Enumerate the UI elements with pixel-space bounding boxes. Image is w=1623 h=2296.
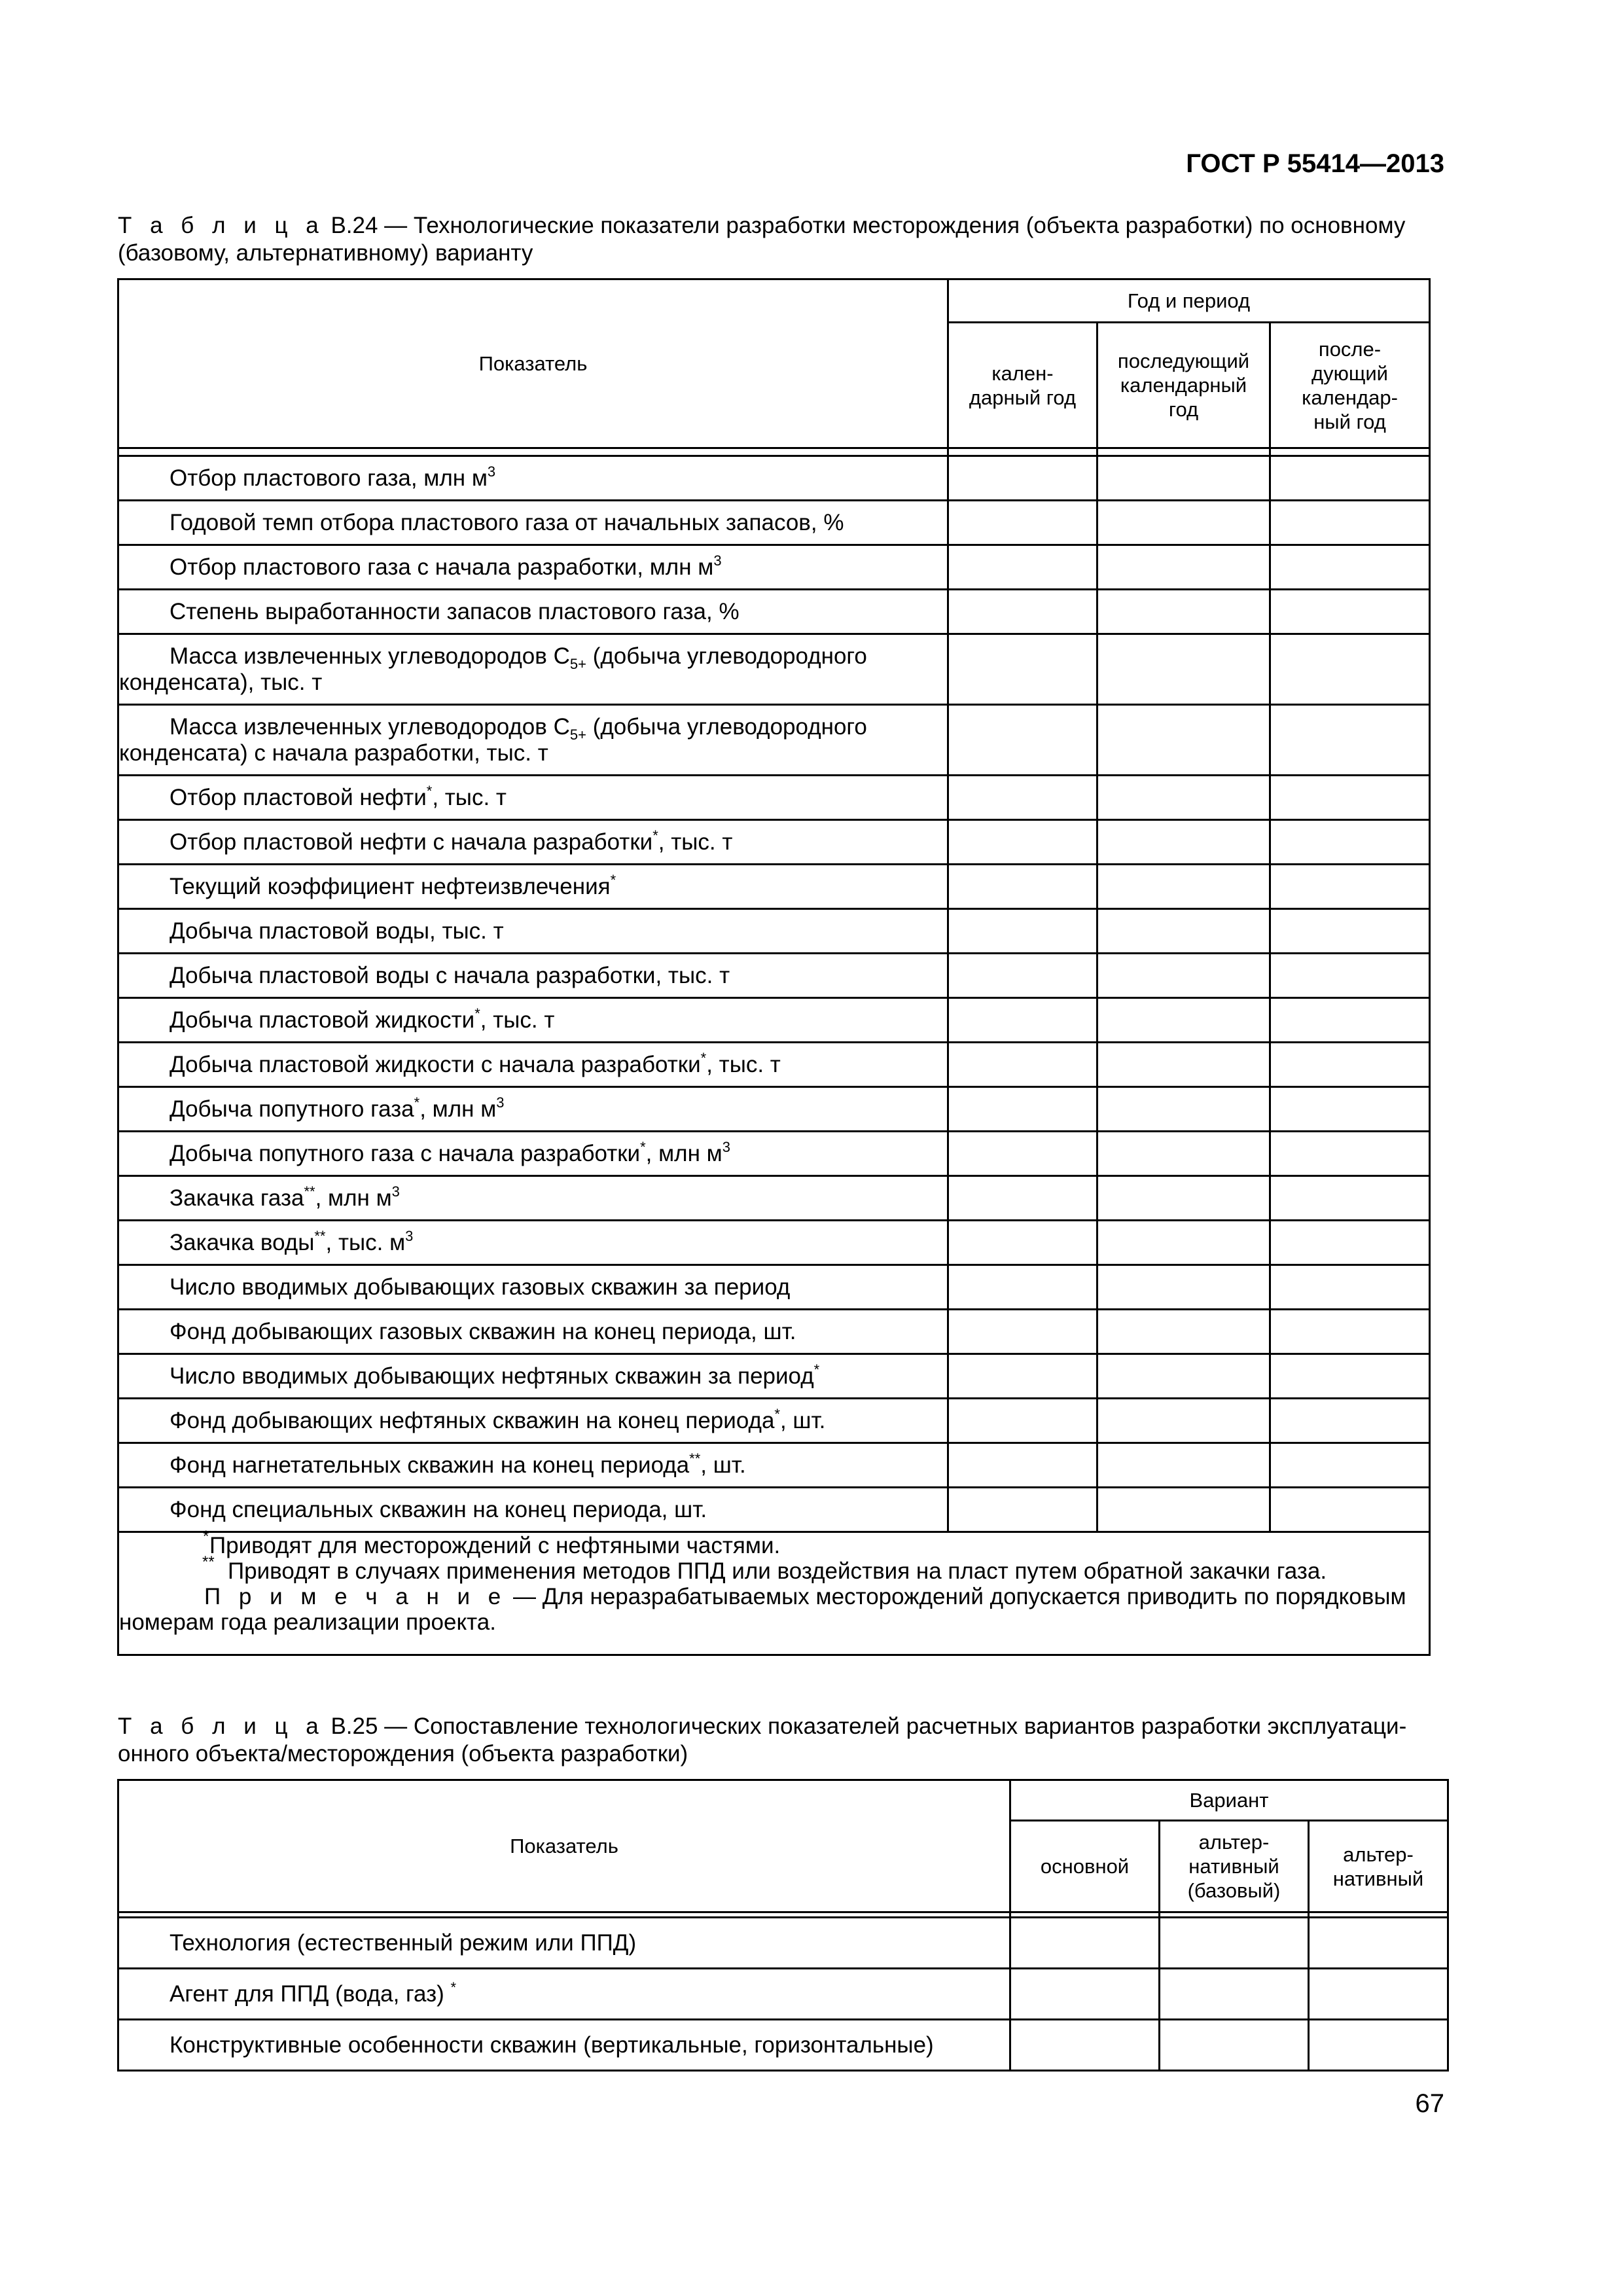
value-cell-2: [1097, 1043, 1270, 1087]
caption-label: Т а б л и ц а: [118, 1713, 325, 1739]
table-row: [118, 1443, 1430, 1488]
col-header-group: Вариант: [1010, 1780, 1448, 1821]
row-text: Степень выработанности запасов пластового газа, %: [169, 598, 740, 624]
table-row: [118, 1399, 1430, 1443]
row-label: [118, 820, 948, 865]
value-cell-1: [948, 634, 1097, 705]
table-row: [118, 820, 1430, 865]
value-cell-3: [1270, 909, 1430, 954]
value-cell-2: [1097, 820, 1270, 865]
table-row: [118, 590, 1430, 634]
value-cell-3: [1270, 1310, 1430, 1354]
row-label: [118, 705, 948, 776]
value-cell-1: [1010, 1969, 1160, 2020]
row-footnote-mark: *: [813, 1361, 820, 1378]
row-text: Отбор пластовой нефти: [169, 784, 427, 810]
row-text-cont: , млн м: [645, 1140, 722, 1166]
row-text: Добыча пластовой жидкости с начала разработки: [169, 1051, 701, 1077]
table-row: [118, 776, 1430, 820]
value-cell-1: [948, 776, 1097, 820]
value-cell-2: [1160, 2020, 1309, 2071]
table-row: [118, 1354, 1430, 1399]
row-label: [118, 1443, 948, 1488]
value-cell-1: [1010, 1918, 1160, 1969]
value-cell-3: [1270, 590, 1430, 634]
value-cell-1: [948, 1399, 1097, 1443]
row-label: [118, 954, 948, 998]
note-3-label: П р и м е ч а н и е: [204, 1584, 507, 1609]
table-b24-caption: [118, 212, 1449, 267]
value-cell-1: [948, 1443, 1097, 1488]
value-cell-3: [1270, 1221, 1430, 1265]
value-cell-1: [948, 1043, 1097, 1087]
note-1-mark: *: [203, 1528, 209, 1545]
note-3-text: — Для неразрабатываемых месторождений допускается приводить по порядковым номерам года реализации проекта.: [119, 1584, 1406, 1635]
value-cell-2: [1097, 1176, 1270, 1221]
row-footnote-mark: 3: [713, 552, 722, 569]
caption-label: Т а б л и ц а: [118, 213, 325, 238]
row-footnote-mark: *: [700, 1049, 707, 1066]
row-text-cont: , шт.: [779, 1407, 826, 1433]
value-cell-3: [1309, 1918, 1448, 1969]
row-text: Добыча пластовой воды, тыс. т: [169, 918, 504, 944]
table-row: [118, 954, 1430, 998]
row-text: Отбор пластовой нефти с начала разработки: [169, 829, 653, 855]
row-label: [118, 1176, 948, 1221]
value-cell-2: [1097, 456, 1270, 501]
value-cell-2: [1097, 1488, 1270, 1532]
row-label: [118, 545, 948, 590]
value-cell-3: [1270, 456, 1430, 501]
row-text-cont: (добыча углеводородного конденсата) с начала разработки, тыс. т: [119, 713, 867, 766]
value-cell-2: [1097, 909, 1270, 954]
row-superscript: 3: [496, 1094, 505, 1111]
page-number: 67: [1415, 2089, 1444, 2118]
row-text: Число вводимых добывающих нефтяных скважин за период: [169, 1363, 814, 1389]
table-row: [118, 865, 1430, 909]
row-label: [118, 865, 948, 909]
row-footnote-mark: *: [414, 1094, 420, 1111]
row-text-cont: , шт.: [700, 1452, 746, 1478]
row-label: [118, 1969, 1010, 2020]
value-cell-2: [1097, 1310, 1270, 1354]
value-cell-2: [1097, 501, 1270, 545]
value-cell-2: [1097, 1354, 1270, 1399]
value-cell-3: [1309, 1969, 1448, 2020]
row-text: Конструктивные особенности скважин (вертикальные, горизонтальные): [169, 2032, 934, 2058]
standard-code: ГОСТ Р 55414—2013: [1186, 149, 1444, 178]
row-label: [118, 1399, 948, 1443]
row-label: [118, 1221, 948, 1265]
row-label: [118, 1310, 948, 1354]
row-label: [118, 1043, 948, 1087]
note-2-text: Приводят в случаях применения методов ППД или воздействия на пласт путем обратной закачки газа.: [228, 1558, 1327, 1584]
row-footnote-mark: **: [304, 1183, 315, 1200]
value-cell-2: [1097, 1265, 1270, 1310]
value-cell-2: [1097, 1087, 1270, 1132]
row-text: Закачка воды: [169, 1229, 315, 1255]
value-cell-2: [1097, 865, 1270, 909]
table-row: [118, 456, 1430, 501]
value-cell-3: [1270, 1132, 1430, 1176]
value-cell-3: [1270, 1443, 1430, 1488]
table-row: [118, 1969, 1448, 2020]
row-text-cont: (добыча углеводородного конденсата), тыс. т: [119, 643, 867, 695]
value-cell-2: [1097, 998, 1270, 1043]
value-cell-2: [1097, 590, 1270, 634]
value-cell-1: [948, 909, 1097, 954]
row-text: Фонд добывающих нефтяных скважин на конец периода: [169, 1407, 775, 1433]
col-header-next-year: последующий календарный год: [1097, 323, 1270, 448]
row-label: [118, 1265, 948, 1310]
table-row: [118, 1488, 1430, 1532]
value-cell-3: [1270, 1087, 1430, 1132]
row-text-cont: , тыс. т: [480, 1007, 555, 1033]
note-2: [119, 1553, 1429, 1584]
row-text: Фонд добывающих газовых скважин на конец периода, шт.: [169, 1318, 796, 1344]
value-cell-2: [1097, 1443, 1270, 1488]
table-row: [118, 634, 1430, 705]
value-cell-2: [1097, 1132, 1270, 1176]
value-cell-1: [948, 456, 1097, 501]
value-cell-3: [1270, 1265, 1430, 1310]
row-text: Фонд нагнетательных скважин на конец периода: [169, 1452, 690, 1478]
note-1: [119, 1528, 1429, 1558]
col-header-following-year: после- дующий календар- ный год: [1270, 323, 1430, 448]
table-b25-caption: [118, 1713, 1449, 1768]
value-cell-3: [1270, 865, 1430, 909]
value-cell-3: [1270, 1176, 1430, 1221]
value-cell-1: [948, 501, 1097, 545]
value-cell-3: [1270, 1354, 1430, 1399]
table-row: [118, 1132, 1430, 1176]
value-cell-3: [1270, 634, 1430, 705]
value-cell-2: [1160, 1918, 1309, 1969]
row-label: [118, 909, 948, 954]
table-row: [118, 1087, 1430, 1132]
row-text: Масса извлеченных углеводородов C: [169, 643, 570, 669]
value-cell-1: [1010, 2020, 1160, 2071]
row-text: Годовой темп отбора пластового газа от начальных запасов, %: [169, 509, 844, 535]
row-text-cont: , тыс. т: [432, 784, 507, 810]
value-cell-1: [948, 1310, 1097, 1354]
table-row: [118, 909, 1430, 954]
row-superscript: 3: [405, 1227, 414, 1244]
value-cell-1: [948, 954, 1097, 998]
value-cell-3: [1270, 545, 1430, 590]
row-label: [118, 998, 948, 1043]
value-cell-2: [1097, 1399, 1270, 1443]
value-cell-1: [948, 865, 1097, 909]
row-text: Агент для ППД (вода, газ): [169, 1981, 451, 2007]
row-label: [118, 590, 948, 634]
value-cell-2: [1097, 705, 1270, 776]
row-label: [118, 1918, 1010, 1969]
row-footnote-mark: *: [450, 1979, 457, 1996]
note-2-mark: **: [202, 1553, 215, 1571]
value-cell-3: [1270, 501, 1430, 545]
row-text: Отбор пластового газа с начала разработки, млн м: [169, 554, 714, 580]
value-cell-3: [1270, 705, 1430, 776]
row-text: Текущий коэффициент нефтеизвлечения: [169, 873, 611, 899]
row-text-cont: , млн м: [419, 1096, 497, 1122]
row-text: Добыча попутного газа с начала разработки: [169, 1140, 641, 1166]
note-3: [119, 1584, 1429, 1635]
col-header-indicator: Показатель: [118, 279, 948, 448]
row-text: Добыча попутного газа: [169, 1096, 414, 1122]
row-text: Закачка газа: [169, 1185, 304, 1211]
row-label: [118, 2020, 1010, 2071]
col-header-calendar-year: кален- дарный год: [948, 323, 1097, 448]
row-label: [118, 776, 948, 820]
table-b24: [117, 278, 1431, 1656]
row-text: Добыча пластовой жидкости: [169, 1007, 475, 1033]
table-notes: [118, 1528, 1430, 1655]
table-row: [118, 1043, 1430, 1087]
row-text: Масса извлеченных углеводородов C: [169, 713, 570, 740]
value-cell-3: [1270, 998, 1430, 1043]
row-label: [118, 1354, 948, 1399]
value-cell-1: [948, 705, 1097, 776]
row-footnote-mark: **: [314, 1227, 326, 1244]
table-b25: [117, 1779, 1449, 2072]
row-footnote-mark: **: [689, 1450, 701, 1467]
row-footnote-mark: *: [774, 1405, 780, 1422]
value-cell-2: [1097, 545, 1270, 590]
row-footnote-mark: *: [474, 1005, 480, 1022]
value-cell-3: [1270, 1043, 1430, 1087]
row-text-cont: , тыс. м: [325, 1229, 406, 1255]
row-text: Фонд специальных скважин на конец периода, шт.: [169, 1496, 707, 1522]
row-text-cont: , млн м: [315, 1185, 392, 1211]
table-row: [118, 1265, 1430, 1310]
table-row: [118, 2020, 1448, 2071]
row-subscript: 5+: [569, 655, 586, 672]
row-footnote-mark: *: [426, 782, 433, 799]
table-row: [118, 1310, 1430, 1354]
caption-text: В.25 — Сопоставление технологических показателей расчетных вариантов разработки эксплуатаци-онного объекта/месторождения (объекта разработки): [118, 1713, 1407, 1767]
col-header-alt: альтер- нативный: [1309, 1821, 1448, 1912]
value-cell-1: [948, 1176, 1097, 1221]
value-cell-1: [948, 1087, 1097, 1132]
value-cell-1: [948, 590, 1097, 634]
row-footnote-mark: *: [652, 827, 658, 844]
value-cell-3: [1309, 2020, 1448, 2071]
row-label: [118, 456, 948, 501]
row-text: Число вводимых добывающих газовых скважин за период: [169, 1274, 791, 1300]
row-text-cont: , тыс. т: [658, 829, 733, 855]
value-cell-3: [1270, 1488, 1430, 1532]
table-row: [118, 1918, 1448, 1969]
note-1-text: Приводят для месторождений с нефтяными частями.: [209, 1533, 781, 1558]
row-label: [118, 1132, 948, 1176]
col-header-indicator: Показатель: [118, 1780, 1010, 1912]
value-cell-2: [1097, 954, 1270, 998]
row-subscript: 5+: [569, 726, 586, 743]
value-cell-1: [948, 820, 1097, 865]
row-text-cont: , тыс. т: [706, 1051, 781, 1077]
table-row: [118, 998, 1430, 1043]
row-footnote-mark: *: [640, 1138, 646, 1155]
row-label: [118, 634, 948, 705]
value-cell-1: [948, 1354, 1097, 1399]
row-label: [118, 501, 948, 545]
table-row: [118, 705, 1430, 776]
caption-text: В.24 — Технологические показатели разработки месторождения (объекта разработки) по основному (базовому, альтернативному) варианту: [118, 213, 1406, 266]
table-row: [118, 1176, 1430, 1221]
row-label: [118, 1087, 948, 1132]
row-text: Добыча пластовой воды с начала разработки, тыс. т: [169, 962, 730, 988]
row-footnote-mark: *: [610, 871, 616, 888]
value-cell-3: [1270, 1399, 1430, 1443]
col-header-group: Год и период: [948, 279, 1430, 323]
table-row: [118, 1221, 1430, 1265]
row-text: Отбор пластового газа, млн м: [169, 465, 488, 491]
col-header-alt-base: альтер- нативный (базовый): [1160, 1821, 1309, 1912]
row-text: Технология (естественный режим или ППД): [169, 1929, 637, 1956]
value-cell-1: [948, 1221, 1097, 1265]
value-cell-1: [948, 998, 1097, 1043]
value-cell-2: [1097, 634, 1270, 705]
value-cell-1: [948, 1488, 1097, 1532]
row-superscript: 3: [391, 1183, 400, 1200]
row-label: [118, 1488, 948, 1532]
value-cell-3: [1270, 954, 1430, 998]
value-cell-3: [1270, 776, 1430, 820]
value-cell-2: [1160, 1969, 1309, 2020]
value-cell-1: [948, 545, 1097, 590]
value-cell-2: [1097, 1221, 1270, 1265]
value-cell-1: [948, 1265, 1097, 1310]
row-footnote-mark: 3: [487, 463, 496, 480]
value-cell-3: [1270, 820, 1430, 865]
value-cell-2: [1097, 776, 1270, 820]
value-cell-1: [948, 1132, 1097, 1176]
table-row: [118, 545, 1430, 590]
row-superscript: 3: [722, 1138, 730, 1155]
table-row: [118, 501, 1430, 545]
col-header-main: основной: [1010, 1821, 1160, 1912]
